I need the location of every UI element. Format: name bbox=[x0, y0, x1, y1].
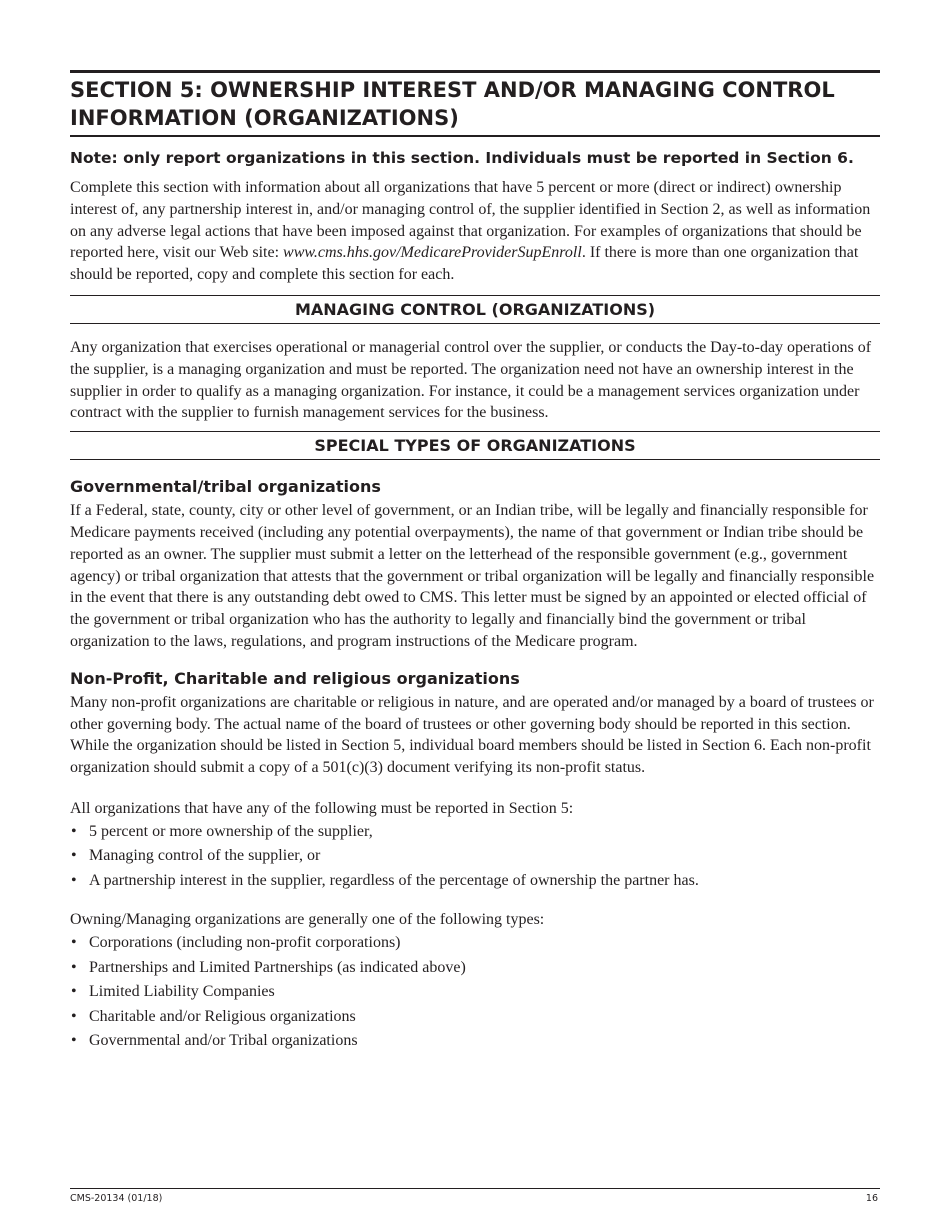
list-item: • Governmental and/or Tribal organizations bbox=[70, 1029, 880, 1054]
types-lead: Owning/Managing organizations are generally one of the following types: bbox=[70, 911, 545, 929]
section-title: SECTION 5: OWNERSHIP INTEREST AND/OR MANAGING CONTROL INFORMATION (ORGANIZATIONS) bbox=[70, 70, 880, 137]
cms-website-link[interactable]: www.cms.hhs.gov/MedicareProviderSupEnroll bbox=[283, 244, 582, 262]
page-footer bbox=[70, 1188, 880, 1204]
governmental-subheading: Governmental/tribal organizations bbox=[70, 477, 381, 497]
bullet: • bbox=[71, 847, 77, 865]
governmental-text: If a Federal, state, county, city or other level of government, or an Indian tribe, will be legally and financially responsible for Medicare payments received (including any potential overpayments), the name of that government or Indian tribe should be reported as an owner. The supplier must submit a letter on the letterhead of the responsible government (e.g., government agency) or tribal organization that attests that the government or tribal organization will be legally and financially responsible in the event that there is any outstanding debt owed to CMS. This letter must be signed by an appointed or elected official of the government or tribal organization who has the authority to legally and financially bind the government or tribal organization to the laws, regulations, and program instructions of the Medicare program. bbox=[70, 502, 875, 650]
bullet: • bbox=[71, 934, 77, 952]
types-list bbox=[70, 931, 880, 1054]
bullet: • bbox=[71, 958, 77, 976]
section-intro bbox=[70, 177, 880, 286]
bullet: • bbox=[71, 822, 77, 840]
bullet: • bbox=[71, 1032, 77, 1050]
list-item: • Partnerships and Limited Partnerships (as indicated above) bbox=[70, 956, 880, 981]
intro-text: Complete this section with information about all organizations that have 5 percent or more (direct or indirect) ownership interest of, any partnership interest in, and/or managing control of, the supplier identified in Section 2, as well as information on any adverse legal actions that have been imposed against that organization. For examples of organizations that should be reported here, visit our Web site: bbox=[70, 179, 871, 262]
page-number: 16 bbox=[865, 1193, 878, 1204]
list-item: • Corporations (including non-profit corporations) bbox=[70, 931, 880, 956]
reporting-lead: All organizations that have any of the following must be reported in Section 5: bbox=[70, 799, 574, 817]
reporting-list bbox=[70, 820, 880, 894]
section-note: Note: only report organizations in this section. Individuals must be reported in Section 6. bbox=[70, 149, 854, 167]
list-item: • Limited Liability Companies bbox=[70, 980, 880, 1005]
list-item: • Charitable and/or Religious organizations bbox=[70, 1005, 880, 1030]
intro-text-end: . If there is more than one organization that should be reported, copy and complete this section for each. bbox=[70, 244, 859, 284]
nonprofit-subheading: Non-Profit, Charitable and religious organizations bbox=[70, 668, 520, 688]
nonprofit-text: Many non-profit organizations are charitable or religious in nature, and are operated and/or managed by a board of trustees or other governing body. The actual name of the board of trustees or other governing body should be reported in this section. While the organization should be listed in Section 5, individual board members should be listed in Section 6. Each non-profit organization should submit a copy of a 501(c)(3) document verifying its non-profit status. bbox=[70, 693, 874, 777]
bullet: • bbox=[71, 871, 77, 889]
list-item: • 5 percent or more ownership of the supplier, bbox=[70, 820, 880, 845]
form-id: CMS-20134 (01/18) bbox=[70, 1193, 163, 1204]
bullet: • bbox=[71, 1007, 77, 1025]
document-page bbox=[70, 70, 880, 1054]
special-types-heading: SPECIAL TYPES OF ORGANIZATIONS bbox=[70, 431, 880, 460]
bullet: • bbox=[71, 983, 77, 1001]
list-item: • A partnership interest in the supplier, regardless of the percentage of ownership the partner has. bbox=[70, 869, 880, 894]
managing-control-text: Any organization that exercises operational or managerial control over the supplier, or conducts the Day-to-day operations of the supplier, is a managing organization and must be reported. The organization need not have an ownership interest in the supplier in order to qualify as a managing organization. For instance, it could be a management services organization under contract with the supplier to furnish management services for the business. bbox=[70, 338, 872, 422]
managing-control-heading: MANAGING CONTROL (ORGANIZATIONS) bbox=[70, 295, 880, 324]
list-item: • Managing control of the supplier, or bbox=[70, 844, 880, 869]
